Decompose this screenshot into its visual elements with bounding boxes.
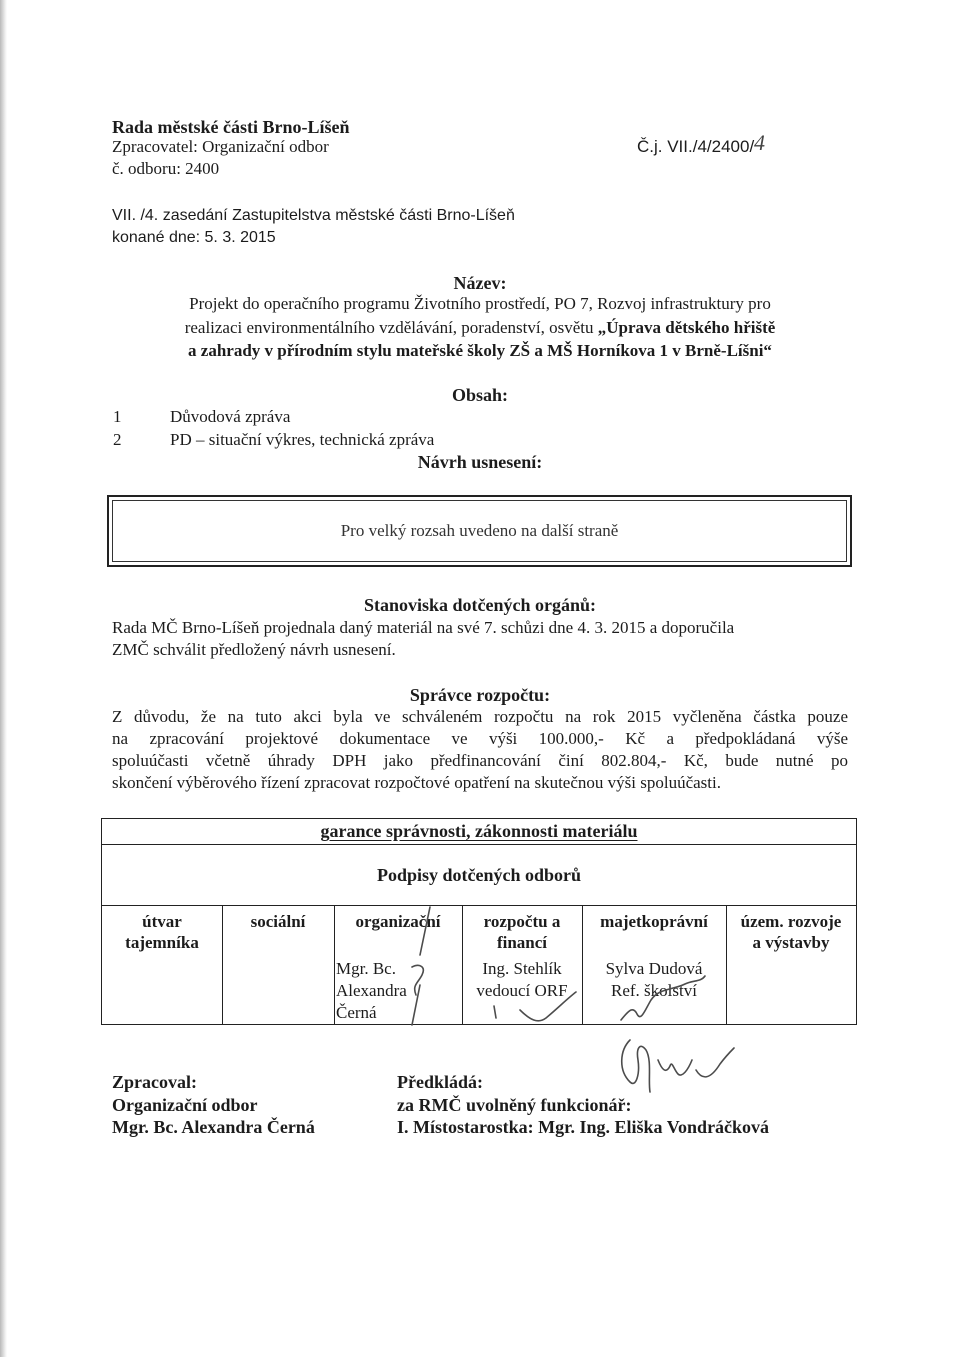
column-header-line: útvar	[142, 912, 182, 931]
signer-line: Černá	[336, 1003, 377, 1022]
contents-label: Obsah:	[451, 385, 509, 405]
reference-number: Č.j. VII./4/2400/	[637, 137, 755, 156]
handwritten-signature-organizacni	[390, 905, 440, 1030]
signer-line: Ing. Stehlík	[482, 959, 562, 978]
column-header-line: majetkoprávní	[600, 912, 708, 931]
opinions-label: Stanoviska dotčených orgánů:	[363, 595, 597, 615]
resolution-box-text: Pro velký rozsah uvedeno na další straně	[340, 521, 619, 540]
budget-line-text: spoluúčasti včetně úhrady DPH jako předfinancování činí 802.804,- Kč, bude nutné po	[112, 751, 848, 770]
prepared-by: Zpracovatel: Organizační odbor	[112, 137, 329, 156]
footer-left-3: Mgr. Bc. Alexandra Černá	[112, 1117, 315, 1137]
scan-edge-shadow	[0, 0, 7, 1357]
column-header	[726, 911, 856, 953]
council-name: Rada městské části Brno-Líšeň	[112, 117, 350, 137]
column-header-line: organizační	[355, 912, 441, 931]
contents-item-text: PD – situační výkres, technická zpráva	[170, 430, 435, 449]
column-header-line: a výstavby	[752, 933, 830, 952]
title-line-3: a zahrady v přírodním stylu mateřské školy ZŠ a MŠ Horníkova 1 v Brně-Líšni“	[188, 341, 772, 360]
footer-left-1: Zpracoval:	[112, 1072, 197, 1092]
meeting-title: VII. /4. zasedání Zastupitelstva městské části Brno-Líšeň	[112, 207, 515, 224]
footer-right-3: I. Místostarostka: Mgr. Ing. Eliška Vondráčková	[397, 1117, 770, 1137]
column-header-line: rozpočtu a	[483, 912, 561, 931]
reference-handwritten-digit: 4	[754, 130, 765, 155]
footer-right-2: za RMČ uvolněný funkcionář:	[397, 1095, 632, 1115]
contents-item-text: Důvodová zpráva	[170, 407, 291, 426]
title-line-2	[0, 317, 960, 339]
title-line-2-plain: realizaci environmentálního vzdělávání, poradenství, osvětu	[184, 318, 598, 337]
contents-item-number: 2	[113, 430, 122, 449]
title-line-1: Projekt do operačního programu Životního prostředí, PO 7, Rozvoj infrastruktury pro	[189, 294, 771, 313]
column-header-line: financí	[496, 933, 548, 952]
budget-label: Správce rozpočtu:	[409, 685, 551, 705]
signer-line: Sylva Dudová	[605, 959, 703, 978]
column-header-line: sociální	[250, 912, 306, 931]
signatures-table	[101, 818, 857, 1025]
guarantee-heading: garance správnosti, zákonnosti materiálu	[320, 821, 638, 841]
meeting-date: konané dne: 5. 3. 2015	[112, 229, 276, 246]
column-header	[462, 911, 582, 953]
handwritten-signature-rozpocet	[480, 990, 590, 1030]
footer-left-2: Organizační odbor	[112, 1095, 258, 1115]
column-header-line: tajemníka	[125, 933, 199, 952]
resolution-label: Návrh usnesení:	[417, 452, 543, 472]
signatures-heading: Podpisy dotčených odborů	[376, 865, 582, 885]
resolution-box	[107, 495, 852, 567]
contents-item-number: 1	[113, 407, 122, 426]
table-divider	[102, 905, 856, 906]
budget-line-text: na zpracování projektové dokumentace ve výši 100.000,- Kč a předpokládaná výše	[112, 729, 848, 748]
column-header	[582, 911, 726, 932]
opinions-line-2: ZMČ schválit předložený návrh usnesení.	[112, 640, 396, 659]
budget-line-4: skončení výběrového řízení zpracovat rozpočtové opatření na skutečnou výši spoluúčasti.	[112, 773, 721, 792]
signer-line: Mgr. Bc.	[336, 959, 396, 978]
department-number: č. odboru: 2400	[112, 159, 220, 178]
title-line-2-bold: „Úprava dětského hřiště	[597, 318, 776, 337]
column-header	[102, 911, 222, 953]
column-header-line: územ. rozvoje	[740, 912, 842, 931]
budget-line-2	[112, 728, 848, 750]
handwritten-signature-majetek	[615, 970, 715, 1030]
signer-line: Ref. školství	[611, 981, 697, 1000]
budget-line-3	[112, 750, 848, 772]
title-label: Název:	[453, 273, 507, 293]
table-divider	[102, 844, 856, 845]
footer-right-1: Předkládá:	[397, 1072, 484, 1092]
budget-line-text: Z důvodu, že na tuto akci byla ve schváleném rozpočtu na rok 2015 vyčleněna částka pouze	[112, 707, 848, 726]
signer-line: Alexandra	[336, 981, 407, 1000]
budget-line-1	[112, 706, 848, 728]
opinions-line-1: Rada MČ Brno-Líšeň projednala daný materiál na své 7. schůzi dne 4. 3. 2015 a doporučila	[112, 618, 735, 637]
column-header	[222, 911, 334, 932]
signer-line: vedoucí ORF	[476, 981, 568, 1000]
